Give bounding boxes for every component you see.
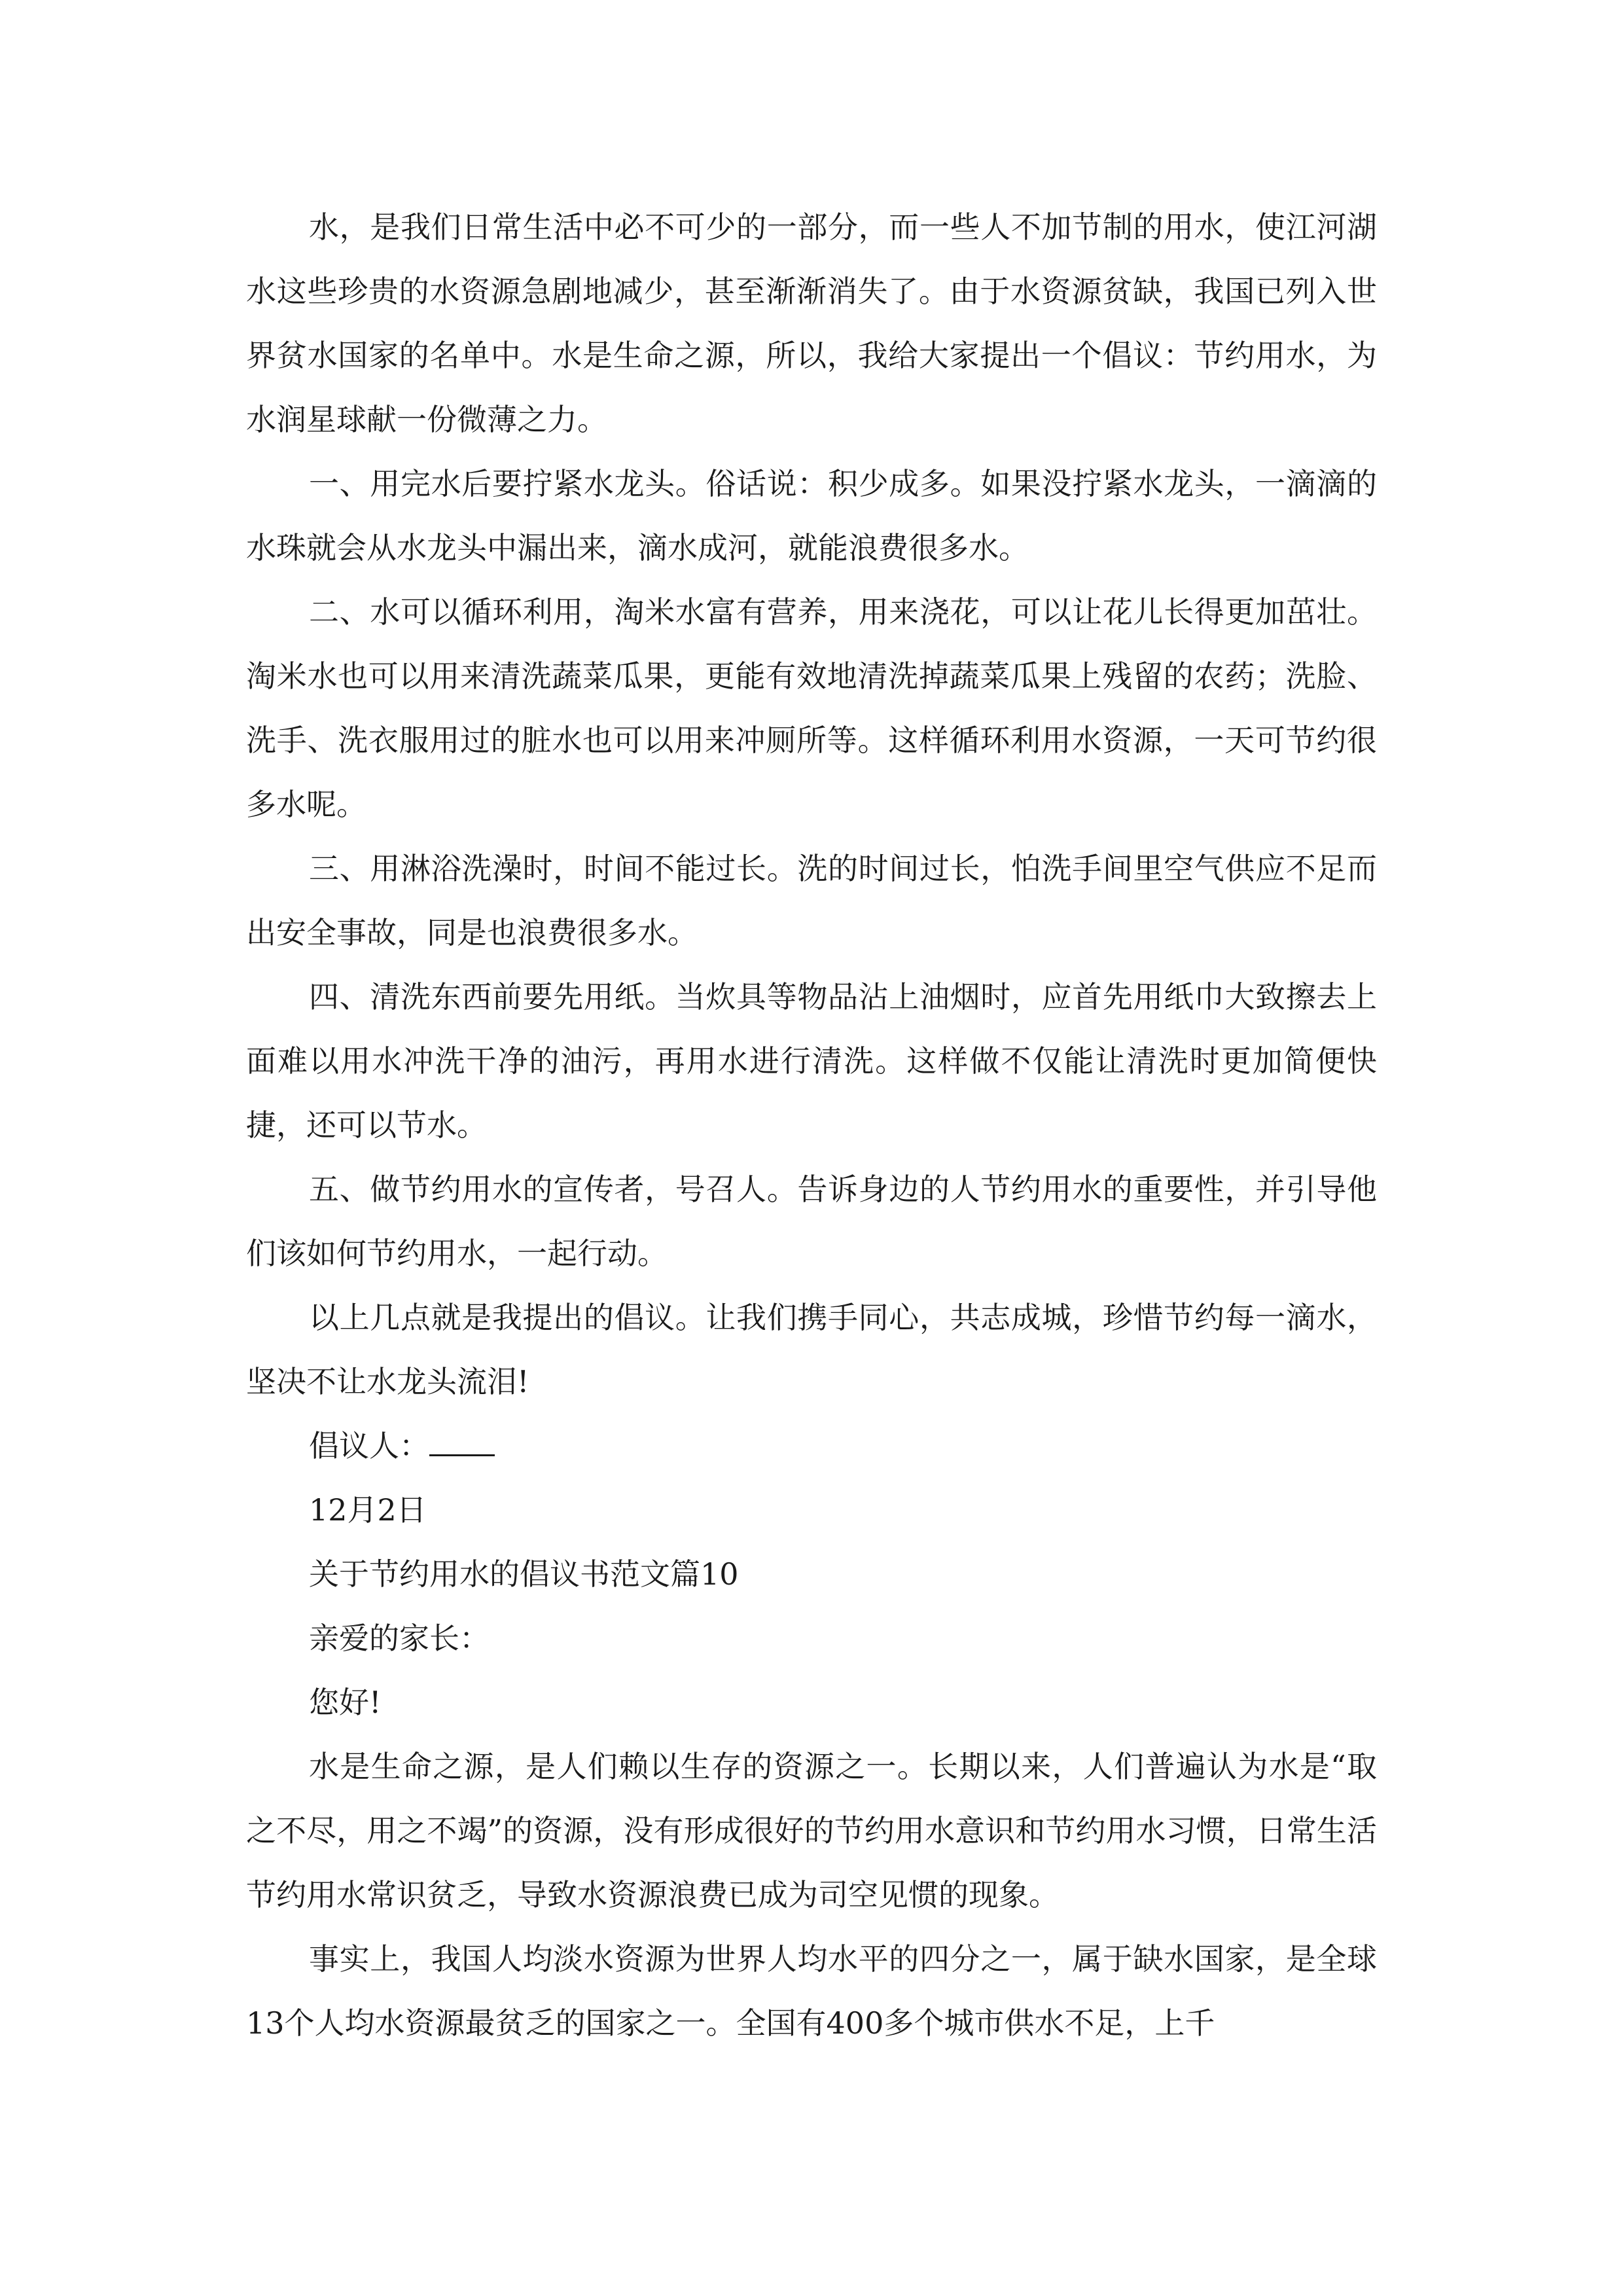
salutation: 亲爱的家长： [309,1621,490,1656]
signature-label: 倡议人： [309,1428,429,1463]
signature-blank [429,1428,495,1456]
proposal-item-1: 一、用完水后要拧紧水龙头。俗话说：积少成多。如果没拧紧水龙头，一滴滴的水珠就会从水龙头中漏出来，滴水成河，就能浪费很多水。 [246,466,1377,565]
greeting: 您好! [309,1685,382,1720]
document-page [246,195,1377,2055]
body-paragraph-1: 水是生命之源，是人们赖以生存的资源之一。长期以来，人们普遍认为水是“取之不尽，用之不竭”的资源，没有形成很好的节约用水意识和节约用水习惯，日常生活节约用水常识贫乏，导致水资源浪费已成为司空见惯的现象。 [246,1749,1377,1912]
signature-line [246,1414,1377,1478]
body-paragraph-2: 事实上，我国人均淡水资源为世界人均水平的四分之一，属于缺水国家，是全球13个人均水资源最贫乏的国家之一。全国有400多个城市供水不足，上千 [246,1941,1377,2041]
closing-paragraph: 以上几点就是我提出的倡议。让我们携手同心，共志成城，珍惜节约每一滴水，坚决不让水龙头流泪! [246,1300,1377,1399]
proposal-item-5: 五、做节约用水的宣传者，号召人。告诉身边的人节约用水的重要性，并引导他们该如何节约用水，一起行动。 [246,1172,1377,1271]
proposal-item-2: 二、水可以循环利用，淘米水富有营养，用来浇花，可以让花儿长得更加茁壮。淘米水也可以用来清洗蔬菜瓜果，更能有效地清洗掉蔬菜瓜果上残留的农药；洗脸、洗手、洗衣服用过的脏水也可以用来冲厕所等。这样循环利用水资源，一天可节约很多水呢。 [246,594,1377,822]
intro-paragraph: 水，是我们日常生活中必不可少的一部分，而一些人不加节制的用水，使江河湖水这些珍贵的水资源急剧地减少，甚至渐渐消失了。由于水资源贫缺，我国已列入世界贫水国家的名单中。水是生命之源，所以，我给大家提出一个倡议：节约用水，为水润星球献一份微薄之力。 [246,209,1377,437]
proposal-item-3: 三、用淋浴洗澡时，时间不能过长。洗的时间过长，怕洗手间里空气供应不足而出安全事故，同是也浪费很多水。 [246,851,1377,950]
section-title: 关于节约用水的倡议书范文篇10 [309,1556,739,1592]
date-line: 12月2日 [309,1492,427,1528]
proposal-item-4: 四、清洗东西前要先用纸。当炊具等物品沾上油烟时，应首先用纸巾大致擦去上面难以用水冲洗干净的油污，再用水进行清洗。这样做不仅能让清洗时更加简便快捷，还可以节水。 [246,979,1377,1143]
